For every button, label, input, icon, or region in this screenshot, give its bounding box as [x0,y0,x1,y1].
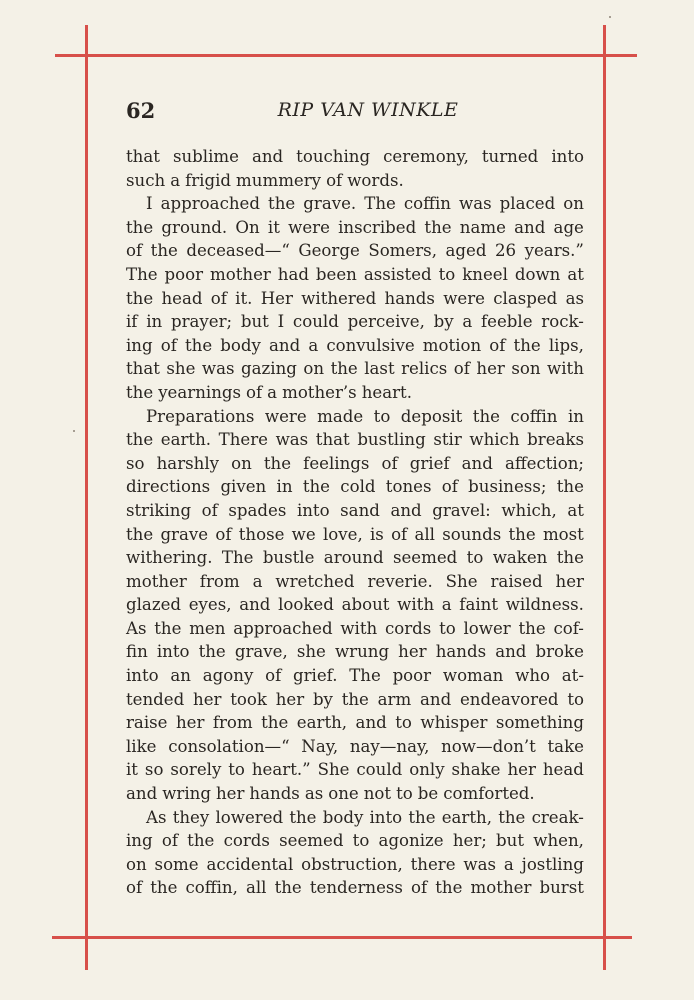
page-number: 62 [126,98,156,123]
text-line: on some accidental obstruction, there was a jostling [126,854,584,874]
text-line: mother from a wretched reverie. She raised her [126,571,584,591]
frame-rule-bottom [52,936,632,939]
text-line: glazed eyes, and looked about with a faint wildness. [126,595,584,615]
frame-rule-left [85,25,88,970]
text-line: the earth. There was that bustling stir which breaks [126,430,584,450]
text-line: like consolation—“ Nay, nay—nay, now—don’t take [126,736,584,756]
text-line: so harshly on the feelings of grief and affection; [126,453,584,473]
frame-rule-right [603,25,606,970]
text-line: The poor mother had been assisted to kneel down at [126,264,584,284]
text-line: into an agony of grief. The poor woman who at- [126,666,584,686]
body-text [126,145,584,900]
text-line: the yearnings of a mother’s heart. [126,382,412,402]
text-line: of the deceased—“ George Somers, aged 26 years.” [126,241,584,261]
text-line: raise her from the earth, and to whisper something [126,713,584,733]
text-line: if in prayer; but I could perceive, by a feeble rock- [126,312,584,332]
text-line: the grave of those we love, is of all sounds the most [126,524,584,544]
text-line: As the men approached with cords to lower the cof- [126,618,584,638]
text-line: that she was gazing on the last relics of her son with [126,359,584,379]
text-line: withering. The bustle around seemed to waken the [126,548,584,568]
text-line: As they lowered the body into the earth, the creak- [146,807,584,827]
text-line: fin into the grave, she wrung her hands and broke [126,642,584,662]
text-line: striking of spades into sand and gravel: which, at [126,500,584,520]
paper-speck [73,430,75,432]
text-line: the ground. On it were inscribed the name and age [126,217,584,237]
text-line: and wring her hands as one not to be comforted. [126,784,535,804]
text-line: ing of the body and a convulsive motion of the lips, [126,335,584,355]
paper-speck [609,16,611,18]
text-line: that sublime and touching ceremony, turned into [126,147,584,166]
frame-rule-top [55,54,637,57]
text-line: of the coffin, all the tenderness of the mother burst [126,878,584,898]
text-line: ing of the cords seemed to agonize her; but when, [126,831,584,851]
text-line: it so sorely to heart.” She could only shake her head [126,760,584,780]
text-line: tended her took her by the arm and endeavored to [126,689,584,709]
text-line: I approached the grave. The coffin was placed on [146,194,584,214]
running-title: RIP VAN WINKLE [277,99,459,121]
text-line: the head of it. Her withered hands were clasped as [126,288,584,308]
text-line: Preparations were made to deposit the coffin in [146,406,584,426]
text-line: directions given in the cold tones of business; the [126,477,584,497]
page-header [126,98,584,128]
text-line: such a frigid mummery of words. [126,170,404,190]
